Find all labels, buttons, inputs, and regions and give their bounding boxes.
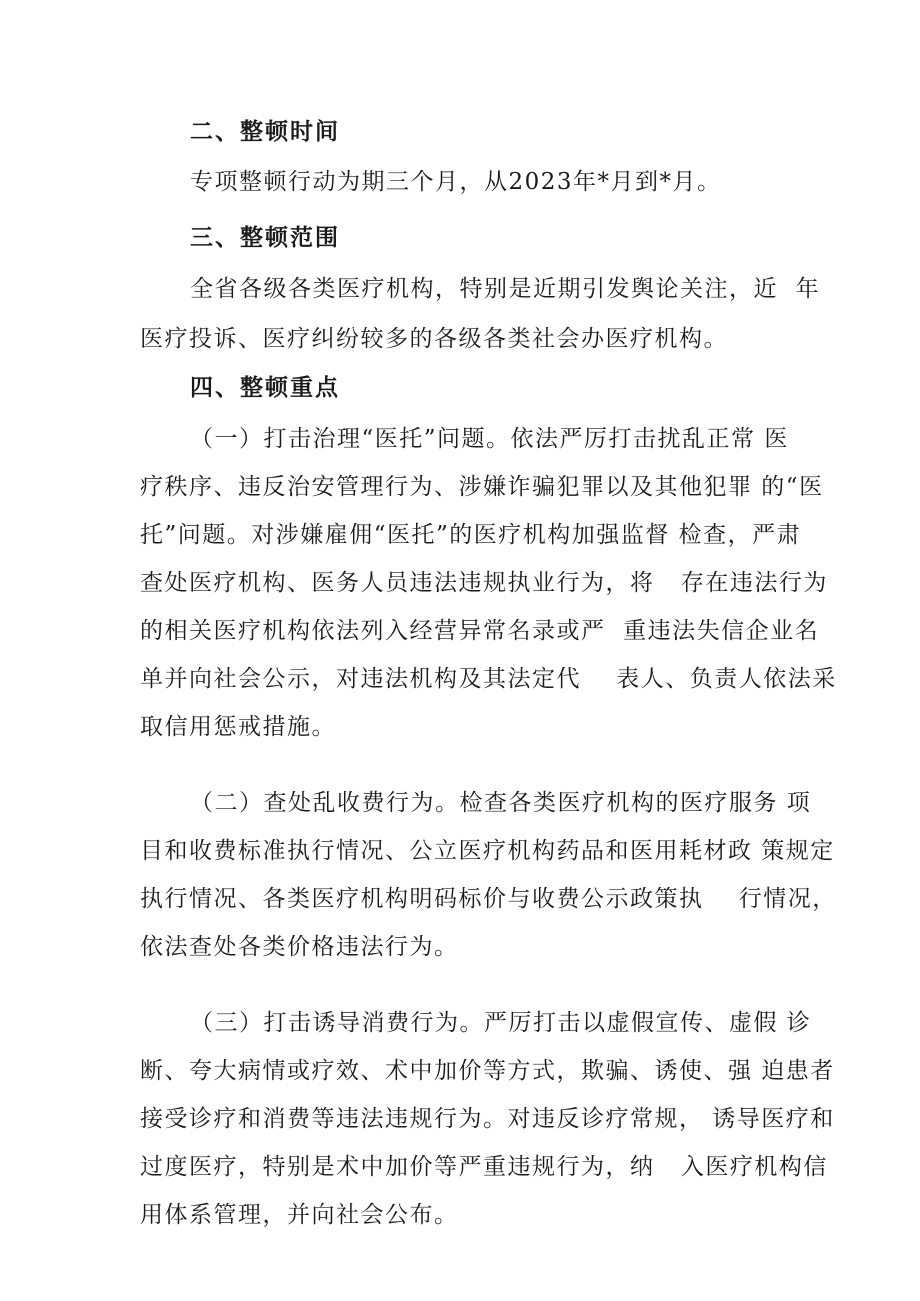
paragraph-line: 用体系管理，并向社会公布。: [140, 1202, 459, 1228]
paragraph-line: 执行情况、各类医疗机构明码标价与收费公示政策执 行情况，: [140, 886, 837, 912]
paragraph-line: 断、夸大病情或疗效、术中加价等方式，欺骗、诱使、强 迫患者: [140, 1058, 835, 1084]
paragraph-line: （二）查处乱收费行为。检查各类医疗机构的医疗服务 项: [190, 790, 812, 816]
paragraph-line: 专项整顿行动为期三个月，从2023年*月到*月。: [190, 169, 722, 195]
paragraph-line: 全省各级各类医疗机构，特别是近期引发舆论关注，近 年: [190, 276, 821, 302]
paragraph-line: 医疗投诉、医疗纠纷较多的各级各类社会办医疗机构。: [140, 326, 728, 352]
paragraph-line: 单并向社会公示，对违法机构及其法定代 表人、负责人依法采: [140, 666, 837, 692]
paragraph-line: 依法查处各类价格违法行为。: [140, 934, 459, 960]
paragraph-line: 的相关医疗机构依法列入经营异常名录或严 重违法失信企业名: [140, 618, 820, 644]
paragraph-line: 过度医疗，特别是术中加价等严重违规行为，纳 入医疗机构信: [140, 1154, 828, 1180]
paragraph-line: 目和收费标准执行情况、公立医疗机构药品和医用耗材政 策规定: [140, 838, 835, 864]
section-heading-focus: 四、整顿重点: [190, 375, 340, 401]
paragraph-line: 查处医疗机构、医务人员违法违规执业行为，将 存在违法行为: [140, 570, 828, 596]
paragraph-line: 接受诊疗和消费等违法违规行为。对违反诊疗常规， 诱导医疗和: [140, 1106, 835, 1132]
paragraph-line: （三）打击诱导消费行为。严厉打击以虚假宣传、虚假 诊: [190, 1010, 812, 1036]
paragraph-line: 托”问题。对涉嫌雇佣“医托”的医疗机构加强监督 检查，严肃: [140, 522, 802, 548]
paragraph-line: 取信用惩戒措施。: [140, 714, 336, 740]
section-heading-time: 二、整顿时间: [190, 119, 340, 145]
section-heading-scope: 三、整顿范围: [190, 225, 340, 251]
paragraph-line: （一）打击治理“医托”问题。依法严厉打击扰乱正常 医: [190, 426, 789, 452]
paragraph-line: 疗秩序、违反治安管理行为、涉嫌诈骗犯罪以及其他犯罪 的“医: [140, 474, 824, 500]
